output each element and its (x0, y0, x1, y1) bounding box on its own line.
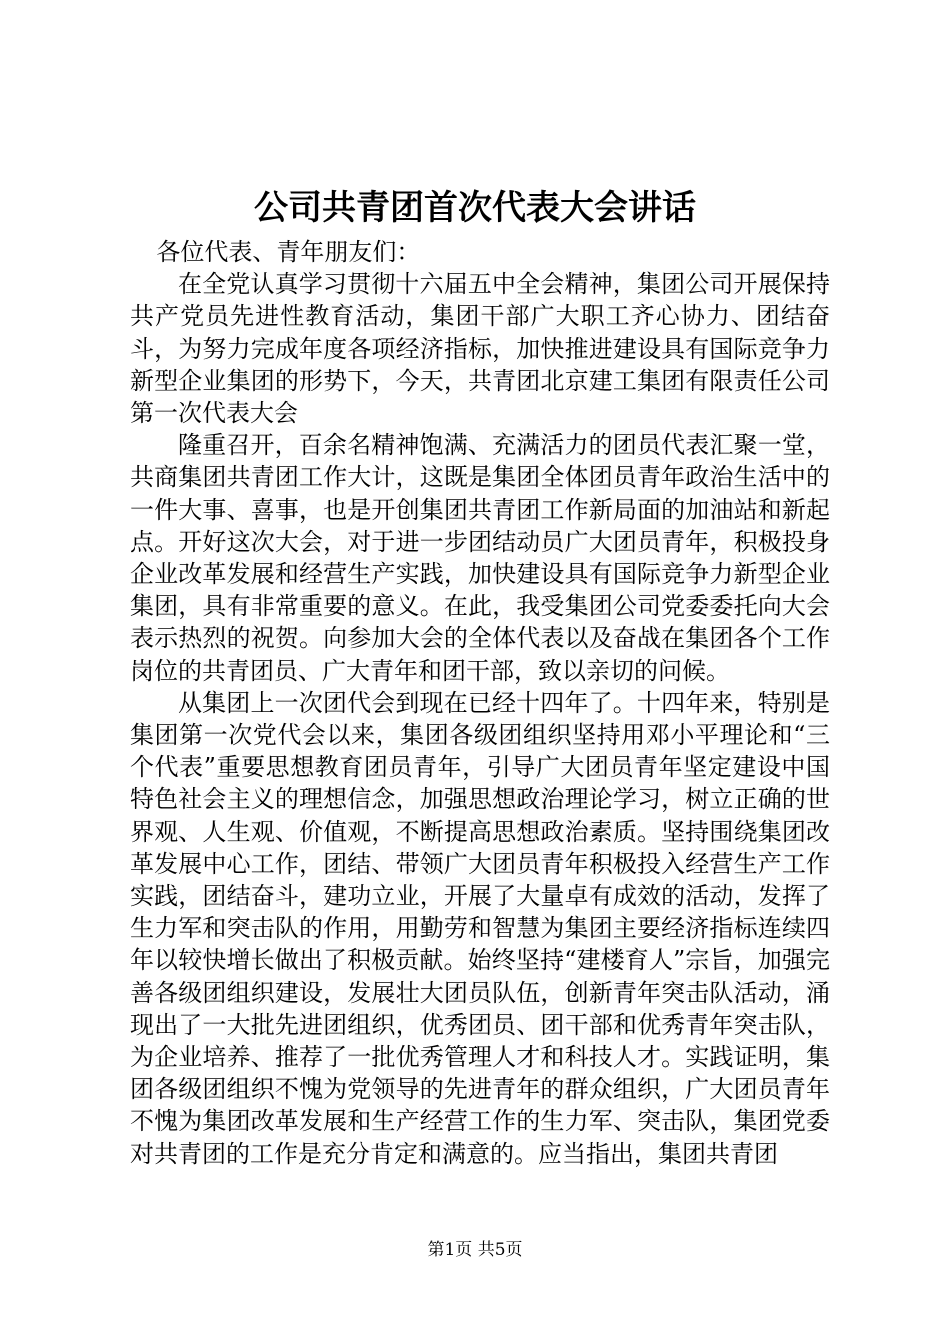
document-title: 公司共青团首次代表大会讲话 (254, 188, 696, 228)
page-footer: 第1页 共5页 (427, 1240, 523, 1260)
paragraph-3: 从集团上一次团代会到现在已经十四年了。十四年来，特别是集团第一次党代会以来，集团各级团组织坚持用邓小平理论和“三个代表”重要思想教育团员青年，引导广大团员青年坚定建设中国特色社会主义的理想信念，加强思想政治理论学习，树立正确的世界观、人生观、价值观，不断提高思想政治素质。坚持围绕集团改革发展中心工作，团结、带领广大团员青年积极投入经营生产工作实践，团结奋斗，建功立业，开展了大量卓有成效的活动，发挥了生力军和突击队的作用，用勤劳和智慧为集团主要经济指标连续四年以较快增长做出了积极贡献。始终坚持“建楼育人”宗旨，加强完善各级团组织建设，发展壮大团员队伍，创新青年突击队活动，涌现出了一大批先进团组织，优秀团员、团干部和优秀青年突击队，为企业培养、推荐了一批优秀管理人才和科技人才。实践证明，集团各级团组织不愧为党领导的先进青年的群众组织，广大团员青年不愧为集团改革发展和生产经营工作的生力军、突击队，集团党委对共青团的工作是充分肯定和满意的。应当指出，集团共青团 (130, 688, 830, 1168)
document-body (130, 236, 830, 1170)
paragraph-2: 隆重召开，百余名精神饱满、充满活力的团员代表汇聚一堂，共商集团共青团工作大计，这既是集团全体团员青年政治生活中的一件大事、喜事，也是开创集团共青团工作新局面的加油站和新起点。开好这次大会，对于进一步团结动员广大团员青年，积极投身企业改革发展和经营生产实践，加快建设具有国际竞争力新型企业集团，具有非常重要的意义。在此，我受集团公司党委委托向大会表示热烈的祝贺。向参加大会的全体代表以及奋战在集团各个工作岗位的共青团员、广大青年和团干部，致以亲切的问候。 (130, 431, 830, 685)
salutation: 各位代表、青年朋友们： (156, 238, 421, 266)
paragraph-1: 在全党认真学习贯彻十六届五中全会精神，集团公司开展保持共产党员先进性教育活动，集团干部广大职工齐心协力、团结奋斗，为努力完成年度各项经济指标，加快推进建设具有国际竞争力新型企业集团的形势下，今天，共青团北京建工集团有限责任公司第一次代表大会 (130, 270, 830, 428)
